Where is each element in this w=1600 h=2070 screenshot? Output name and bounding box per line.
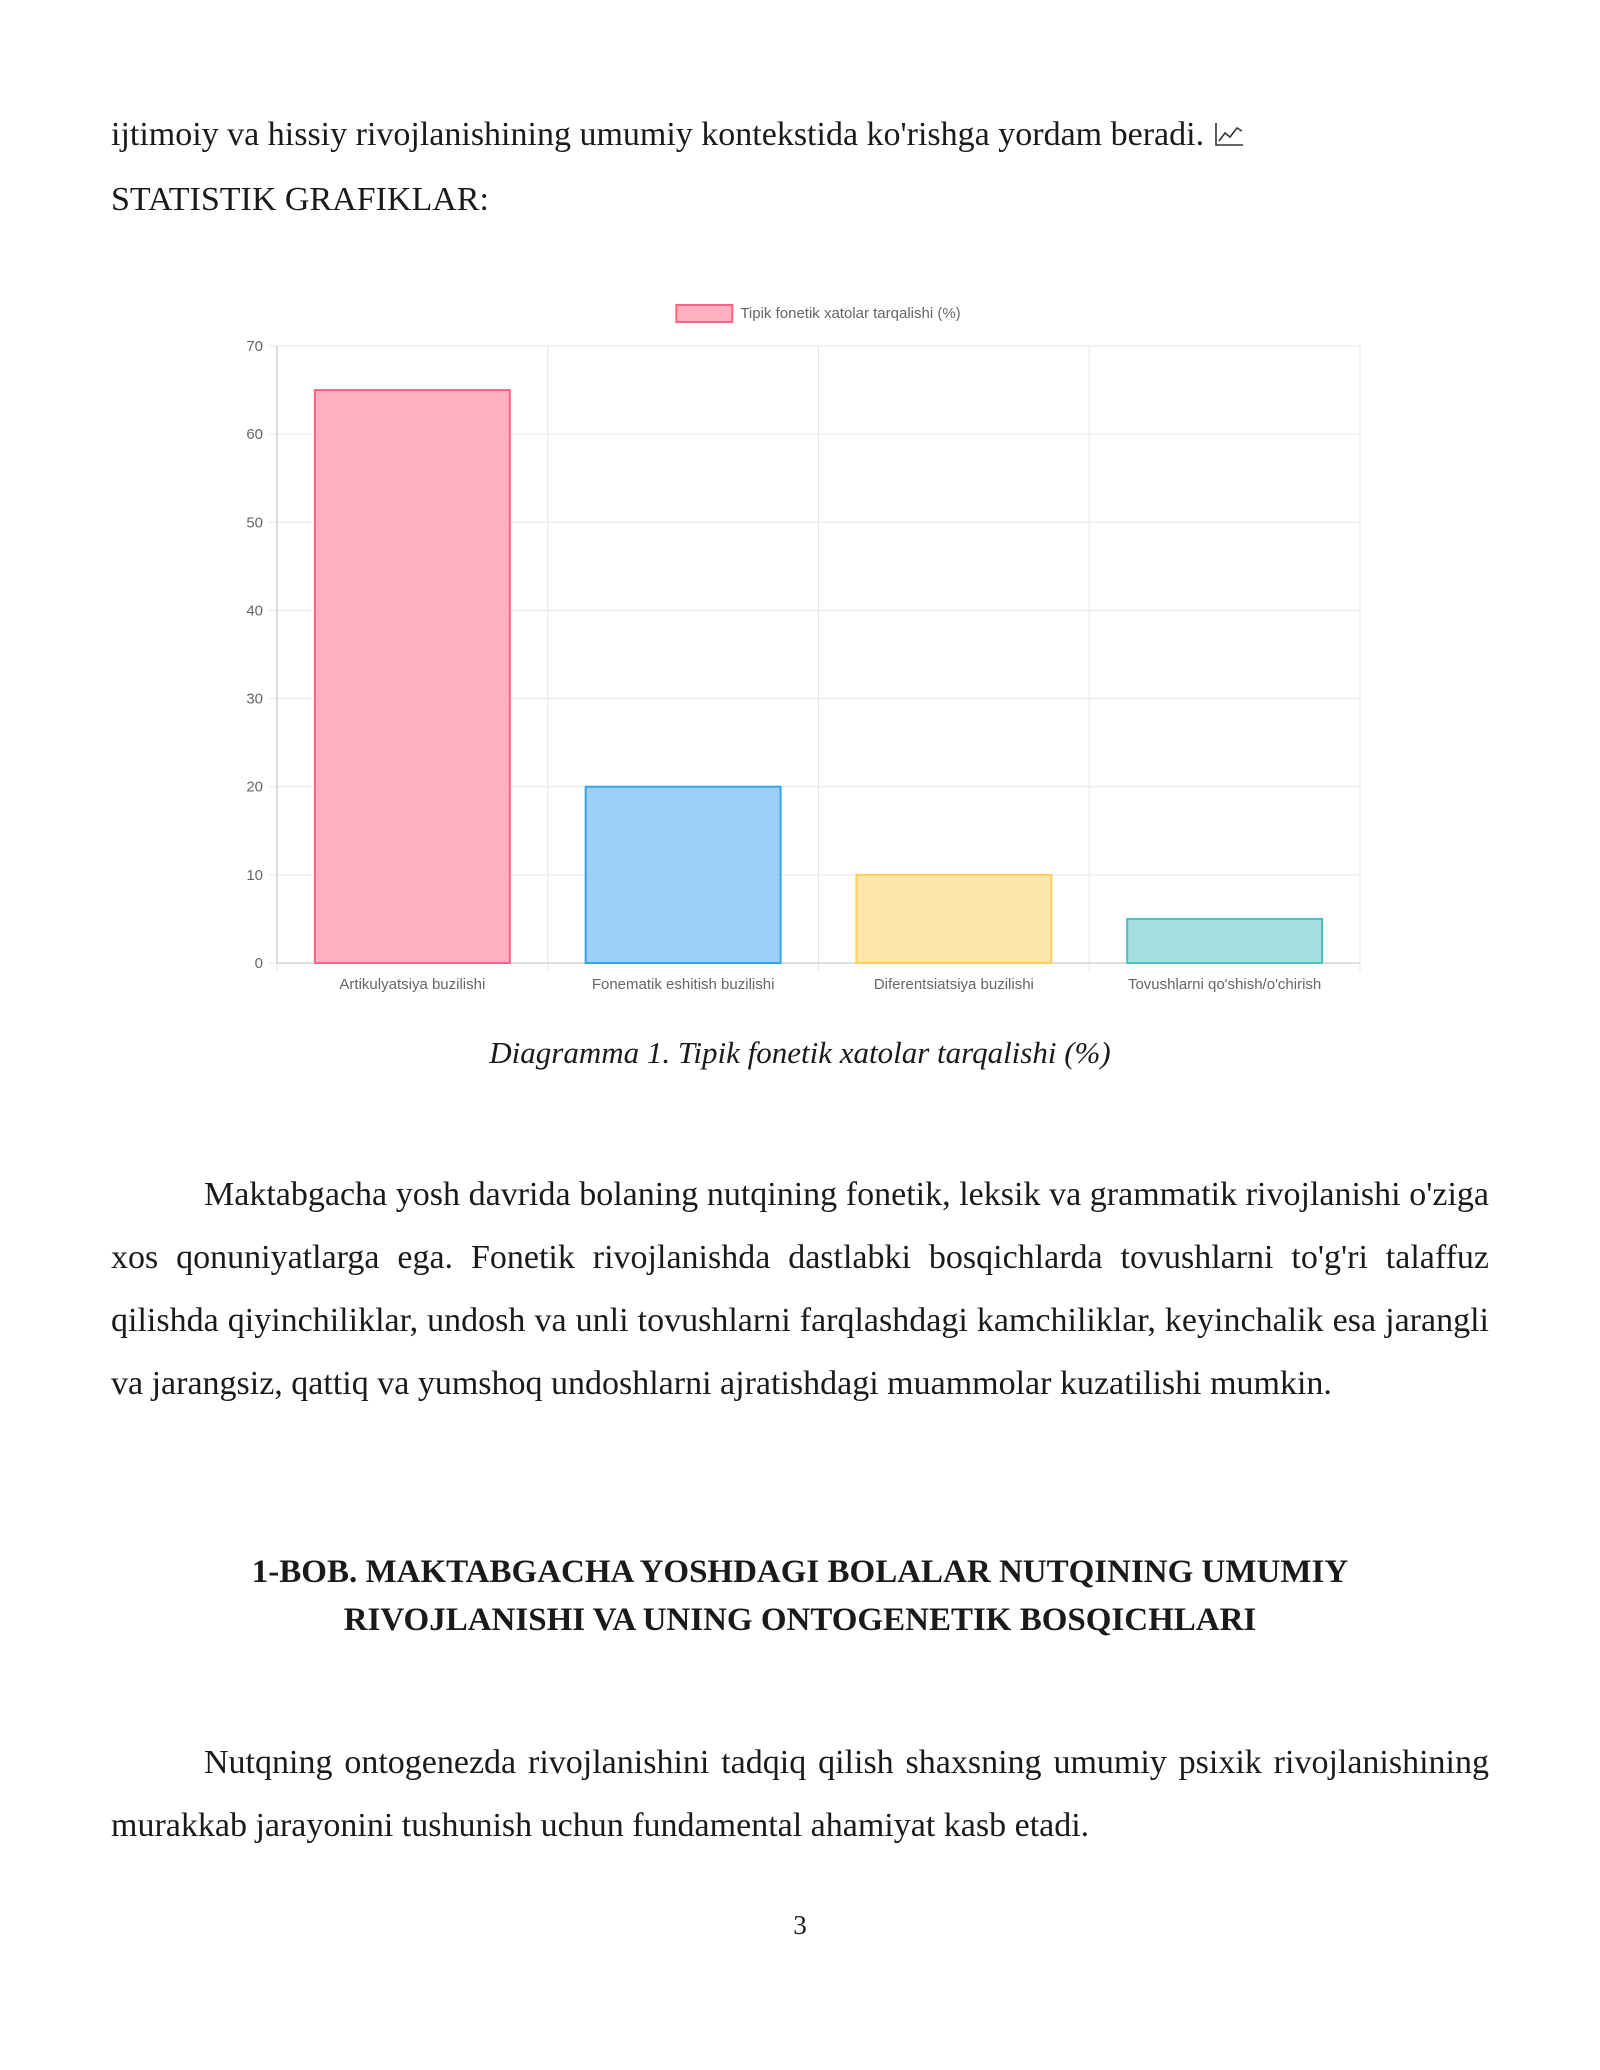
chapter-heading [111, 1548, 1489, 1644]
legend-swatch [676, 305, 732, 322]
body-paragraph-1-text: Maktabgacha yosh davrida bolaning nutqining fonetik, leksik va grammatik rivojlanishi o'ziga xos qonuniyatlarga ega. Fonetik rivojlanishda dastlabki bosqichlarda tovushlarni to'g'ri talaffuz qilishda qiyinchiliklar, undosh va unli tovushlarni farqlashdagi kamchiliklar, keyinchalik esa jarangli va jarangsiz, qattiq va yumshoq undoshlarni ajratishdagi muammolar kuzatilishi mumkin. [111, 1176, 1489, 1402]
y-tick-label: 10 [246, 866, 263, 884]
bar [856, 875, 1051, 963]
bar [1127, 919, 1322, 963]
y-tick-label: 40 [246, 602, 263, 620]
body-paragraph-2 [111, 1731, 1489, 1857]
body-paragraph-1 [111, 1163, 1489, 1415]
bar [586, 787, 781, 963]
y-tick-label: 20 [246, 778, 263, 796]
chart-caption: Diagramma 1. Tipik fonetik xatolar tarqalishi (%) [489, 1035, 1111, 1070]
y-tick-label: 30 [246, 690, 263, 708]
body-paragraph-2-text: Nutqning ontogenezda rivojlanishini tadqiq qilish shaxsning umumiy psixik rivojlanishining murakkab jarayonini tushunish uchun fundamental ahamiyat kasb etadi. [111, 1744, 1489, 1844]
bar-chart [0, 290, 1600, 1030]
x-tick-label: Artikulyatsiya buzilishi [339, 976, 486, 993]
y-tick-label: 60 [246, 426, 263, 444]
x-tick-label: Diferentsiatsiya buzilishi [873, 976, 1034, 993]
legend-label: Tipik fonetik xatolar tarqalishi (%) [740, 305, 961, 322]
intro-paragraph [111, 103, 1489, 231]
chapter-heading-line-1: 1-BOB. MAKTABGACHA YOSHDAGI BOLALAR NUTQINING UMUMIY [251, 1554, 1349, 1590]
x-tick-label: Fonematik eshitish buzilishi [591, 976, 775, 993]
page-number: 3 [793, 1910, 807, 1940]
chapter-heading-line-2: RIVOJLANISHI VA UNING ONTOGENETIK BOSQICHLARI [343, 1602, 1257, 1638]
section-label: STATISTIK GRAFIKLAR: [111, 181, 489, 218]
bar-chart-svg [0, 290, 1600, 1030]
y-tick-label: 0 [254, 955, 263, 972]
intro-text: ijtimoiy va hissiy rivojlanishining umumiy kontekstida ko'rishga yordam beradi. [111, 116, 1205, 153]
bar [315, 390, 510, 963]
x-tick-label: Tovushlarni qo'shish/o'chirish [1127, 976, 1322, 993]
line-chart-icon [1214, 105, 1244, 168]
y-tick-label: 50 [246, 514, 263, 532]
y-tick-label: 70 [246, 338, 263, 355]
